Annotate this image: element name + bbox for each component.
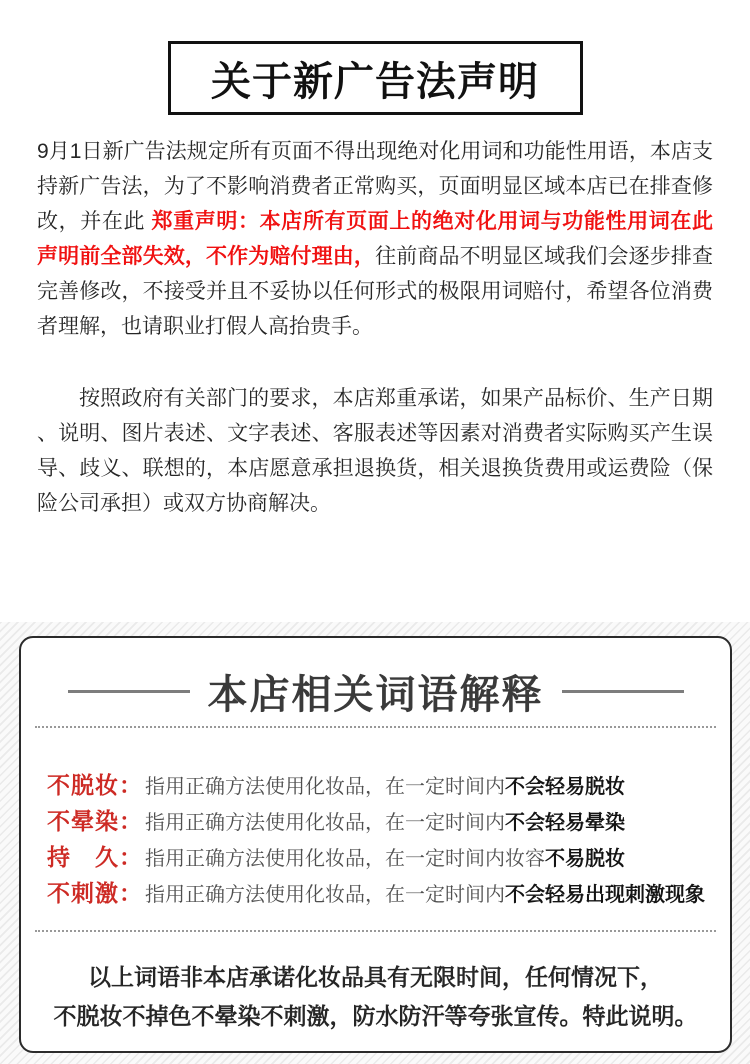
term-desc-bold: 不会轻易脱妆	[505, 776, 625, 798]
statement-text-after: 往前商品不明显区域我们会逐步排查完善修改，不接受并且不妥协以任何形式的极限用词赔付，希望各位消费者理解，也请职业打假人高抬贵手。	[37, 245, 714, 338]
title-right-line	[562, 690, 684, 693]
term-desc-text: 指用正确方法使用化妆品，在一定时间内	[145, 812, 505, 834]
page-title-box	[168, 41, 583, 115]
page-title: 关于新广告法声明	[211, 59, 539, 104]
term-desc-bold: 不会轻易晕染	[505, 812, 625, 834]
term-description	[145, 806, 625, 835]
ad-law-notice-page	[0, 41, 750, 1064]
term-label: 不晕染：	[47, 808, 143, 834]
term-label: 不脱妆：	[47, 772, 143, 798]
term-list	[47, 767, 714, 911]
term-row-no-irritation	[47, 875, 714, 906]
term-description	[145, 770, 625, 799]
terms-section-background	[0, 622, 750, 1064]
promise-paragraph: 按照政府有关部门的要求，本店郑重承诺，如果产品标价、生产日期、说明、图片表述、文字表述、客服表述等因素对消费者实际购买产生误导、歧义、联想的，本店愿意承担退换货，相关退换货费用或运费险（保险公司承担）或双方协商解决。	[37, 387, 713, 515]
term-desc-text: 指用正确方法使用化妆品，在一定时间内	[145, 776, 505, 798]
term-desc-text: 指用正确方法使用化妆品，在一定时间内妆容	[145, 848, 545, 870]
statement-text-before: 9月1日新广告法规定所有页面不得出现绝对化用词和功能性用语，本店支持新广告法，为了不影响消费者正常购买，页面明显区域本店已在排查修改，并在此	[37, 140, 713, 233]
term-description	[145, 842, 625, 871]
term-desc-bold: 不易脱妆	[545, 848, 625, 870]
term-label: 持 久：	[47, 844, 143, 870]
footer-line-1: 以上词语非本店承诺化妆品具有无限时间，任何情况下，	[88, 964, 663, 990]
term-row-no-smudge	[47, 803, 714, 834]
title-left-line	[68, 690, 190, 693]
term-row-long-lasting	[47, 839, 714, 870]
statement-red-text: 郑重声明：本店所有页面上的绝对化用词与功能性用词在此声明前全部失效，不作为赔付理由，	[37, 210, 713, 268]
term-row-no-makeup-loss	[47, 767, 714, 798]
terms-box-title-row	[21, 663, 730, 720]
terms-box-footer	[21, 958, 730, 1036]
terms-box-title: 本店相关词语解释	[207, 673, 544, 717]
term-description	[145, 878, 705, 907]
statement-paragraph	[37, 134, 713, 344]
term-desc-bold: 不会轻易出现刺激现象	[505, 884, 705, 906]
dotted-divider-bottom	[35, 930, 716, 932]
term-label: 不刺激：	[47, 880, 143, 906]
term-desc-text: 指用正确方法使用化妆品，在一定时间内	[145, 884, 505, 906]
footer-line-2: 不脱妆不掉色不晕染不刺激，防水防汗等夸张宣传。特此说明。	[53, 1003, 698, 1029]
terms-box	[19, 636, 732, 1053]
dotted-divider-top	[35, 726, 716, 728]
